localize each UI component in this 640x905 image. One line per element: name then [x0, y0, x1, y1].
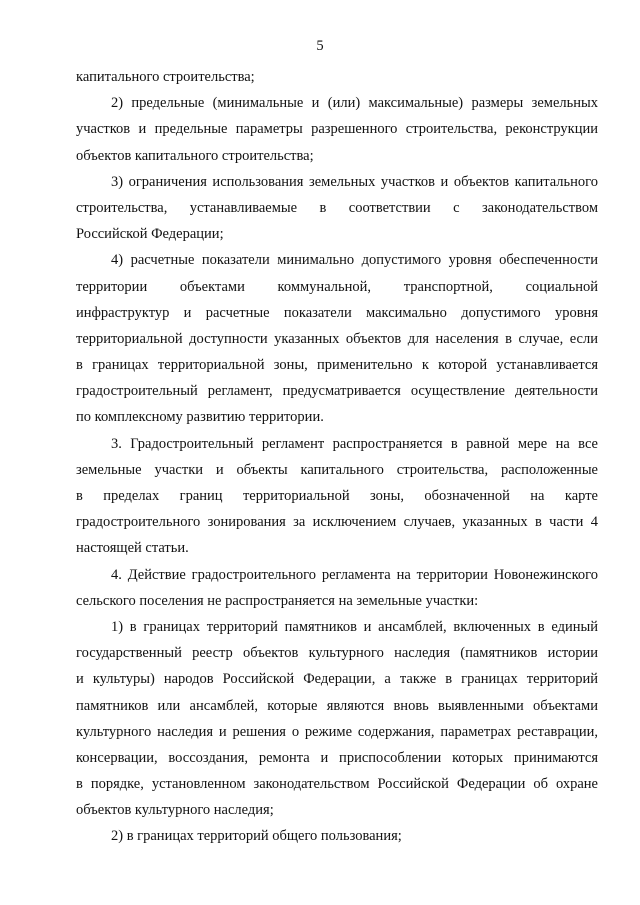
text-line: 2) в границах территорий общего пользования; — [111, 828, 402, 845]
text-line: 4. Действие градостроительного регламента на территории Новонежинского — [111, 566, 598, 583]
text-line: сельского поселения не распространяется на земельные участки: — [76, 592, 479, 609]
text-line: настоящей статьи. — [76, 540, 189, 557]
page-number: 5 — [316, 38, 324, 54]
text-line: культурного наследия и решения о режиме содержания, параметрах реставрации, — [76, 723, 598, 740]
text-line: Российской Федерации; — [76, 226, 224, 243]
text-line: строительства, устанавливаемые в соответствии с законодательством — [76, 199, 598, 216]
text-line: территориальной доступности указанных объектов для населения в случае, если — [76, 330, 598, 347]
text-line: 3) ограничения использования земельных участков и объектов капитального — [111, 173, 598, 190]
text-line: государственный реестр объектов культурного наследия (памятников истории — [76, 645, 598, 662]
text-line: памятников или ансамблей, которые являются вновь выявленными объектами — [76, 697, 598, 714]
text-line: объектов культурного наследия; — [76, 802, 274, 819]
text-line: в порядке, установленном законодательством Российской Федерации об охране — [76, 776, 598, 793]
body-text — [76, 64, 598, 850]
text-line: градостроительного зонирования за исключением случаев, указанных в части 4 — [76, 514, 598, 531]
text-line: объектов капитального строительства; — [76, 147, 314, 164]
text-line: земельные участки и объекты капитального строительства, расположенные — [76, 461, 598, 478]
text-line: инфраструктур и расчетные показатели максимально допустимого уровня — [76, 304, 598, 321]
text-line: в пределах границ территориальной зоны, обозначенной на карте — [76, 488, 598, 504]
text-line: по комплексному развитию территории. — [76, 409, 324, 426]
text-line: участков и предельные параметры разрешенного строительства, реконструкции — [76, 121, 598, 138]
text-line: 4) расчетные показатели минимально допустимого уровня обеспеченности — [111, 252, 598, 269]
text-line: территории объектами коммунальной, транспортной, социальной — [76, 278, 598, 295]
text-line: консервации, воссоздания, ремонта и приспособлении которых принимаются — [76, 749, 598, 766]
text-line: 3. Градостроительный регламент распространяется в равной мере на все — [111, 435, 598, 452]
text-line: градостроительный регламент, предусматривается осуществление деятельности — [76, 383, 598, 400]
text-line: в границах территориальной зоны, применительно к которой устанавливается — [76, 357, 598, 374]
text-line: капитального строительства; — [76, 69, 255, 85]
text-line: 1) в границах территорий памятников и ансамблей, включенных в единый — [111, 618, 598, 635]
text-line: и культуры) народов Российской Федерации, а также в границах территорий — [76, 671, 598, 688]
text-line: 2) предельные (минимальные и (или) максимальные) размеры земельных — [111, 95, 598, 112]
